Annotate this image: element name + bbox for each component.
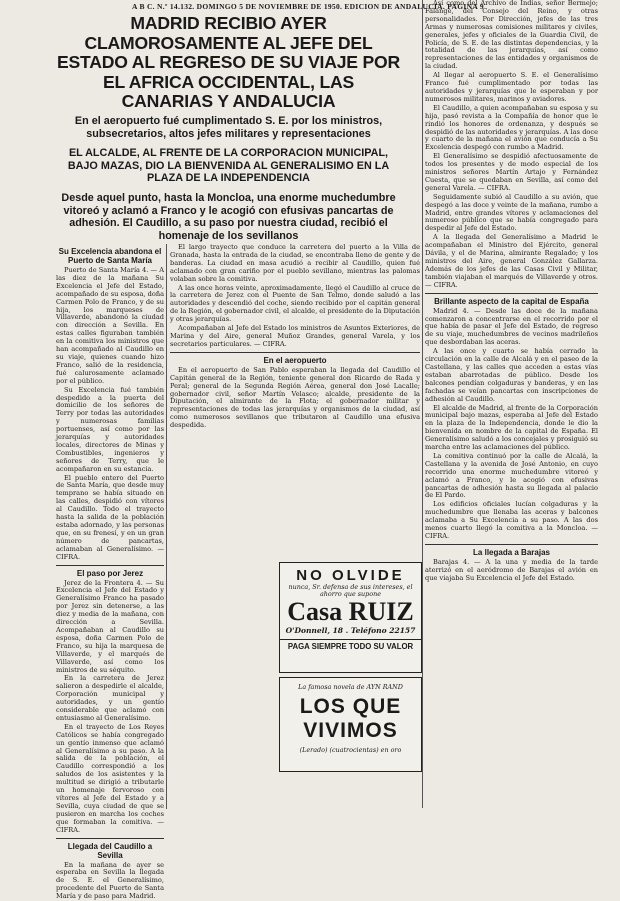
ad-title: NO OLVIDE [296,567,405,584]
section-rule [425,544,598,545]
advertisement-novel [279,677,422,772]
paragraph: Al llegar al aeropuerto S. E. el Generalísimo Franco fué cumplimentado por todas las autoridades y jerarquías que le esperaban y por numerosos militares, marinos y aviadores. [425,71,598,103]
paragraph: Los edificios oficiales lucían colgaduras y la muchedumbre que llenaba las aceras y balcones aclamaba a Su Excelencia a su paso. A las dos menos cuarto llegó la comitiva a la Moncloa. — CIFRA. [425,500,598,540]
paragraph: El Generalísimo se despidió afectuosamente de todos los presentes y de modo especial de los ministros señores Martín Artajo y Fernández Cuesta, que se quedaban en Sevilla, así como del general Varela. — CIFRA. [425,152,598,192]
ad-novel-foot: (Lerado) (cuatrocientas) en oro [299,746,402,754]
ad-address: O'Donnell, 18 . Teléfono 22157 [285,626,416,635]
paragraph: Así como del Archivo de Indias, señor Bermejo; Falange, del Consejo del Reino, y otras personalidades. Por Dirección, jefes de las tres Armas y numerosas comisiones militares y civiles, generales, jefes y oficiales de la Guardia Civil, de Policía, de S. E. de las distintas dependencias, y la totalidad de las jerarquías, así como representaciones de las entidades y organismos de la ciudad. [425,0,598,71]
paragraph: Madrid 4. — Desde las doce de la mañana comenzaron a concentrarse en el recorrido por el que había de pasar el Jefe del Estado, de regreso de su viaje, muchedumbres de vecinos madrileños que desbordaban las aceras. [425,306,598,347]
section-rule [425,293,598,294]
paragraph: El pueblo entero del Puerto de Santa María, que desde muy temprano se había situado en las calles, despidió con vítores al Caudillo. Todo el trayecto hasta la salida de la población estaba adornado, y las personas que, en su frenesí, y en un gran número de pancartas, aclamaban al Generalísimo. — CIFRA. [56,473,164,561]
paragraph: La comitiva continuó por la calle de Alcalá, la Castellana y la avenida de José Antonio, en cuyo recorrido una enorme muchedumbre vitoreó y aclamó a Franco, y le acogió con efusivas pancartas de adhesión hasta su llegada al palacio de El Pardo. [425,451,598,500]
subheadline-1: En el aeropuerto fué cumplimentado S. E. por los ministros, subsecretarios, altos jefes militares y representaciones [74,115,383,140]
subheadline-2: EL ALCALDE, AL FRENTE DE LA CORPORACION MUNICIPAL, BAJO MAZAS, DIO LA BIENVENIDA AL GENERALISIMO EN LA PLAZA DE LA INDEPENDENCIA [67,147,390,185]
section-heading-puerto: Su Excelencia abandona el Puerto de Santa María [58,247,162,265]
ad-novel-title-1: LOS QUE [299,695,402,718]
paragraph: En el trayecto de Los Reyes Católicos se había congregado un gentío inmenso que aclamó al Generalísimo a su paso. A la salida de la población, el Caudillo correspondió a los saludos de los asistentes y la multitud se dirigió a tributarle un homenaje fervoroso con vítores al Jefe del Estado y a Sevilla, cuya ciudad de que se pusieron en marcha los coches que formaban la comitiva. — CIFRA. [56,722,164,834]
subheadline-3: Desde aquel punto, hasta la Moncloa, una enorme muchedumbre vitoreó y aclamó a Franco y le acogió con efusivas pancartas de adhesión. El Caudillo, a su paso por nuestra ciudad, recibió el homenaje de los sevillanos [61,192,396,242]
advertisement-casa-ruiz [279,562,422,673]
paragraph: A la llegada del Generalísimo a Madrid le acompañaban el Ministro del Ejército, general Dávila, y el de Marina, almirante Regalado; y los ministros del Aire, general González Gallarza. Además de los jefes de las Casas Civil y Militar, también viajaban el marqués de Villaverde y otros. — CIFRA. [425,233,598,289]
column-1 [56,244,164,901]
page-header: A B C. N.º 14.132. DOMINGO 5 DE NOVIEMBRE DE 1950. EDICION DE ANDALUCIA. PAGINA 9 [132,2,484,11]
paragraph: En el aeropuerto de San Pablo esperaban la llegada del Caudillo el Capitán general de la Región, teniente general don Ricardo de Rada y Peral; general de la Segunda Región Aérea, general don José Lacalle; gobernador civil, señor Martín Velasco; alcalde, presidente de la Diputación, el almirante de la Flota; el gobernador militar y representaciones de todas las jerarquías y organismos de la ciudad, así como numerosos sevillanos que tributaron al Caudillo una efusiva despedida. [170,365,420,430]
column-divider-3 [422,0,423,808]
section-heading-sevilla: Llegada del Caudillo a Sevilla [67,841,153,860]
paragraph: El alcalde de Madrid, al frente de la Corporación municipal bajo mazas, esperaba al Jefe del Estado en la plaza de la Independencia, donde le dio la bienvenida en nombre de la capital de España. El Generalísimo saludó a los concejales y prosiguió su marcha entre las aclamaciones del público. [425,403,598,452]
paragraph: El Caudillo, a quien acompañaban su esposa y su hija, pasó revista a la Compañía de honor que le rindió los honores de ordenanza, y después se despidió de las autoridades y jerarquías. A las doce y cuarto de la mañana el avión que conducía a Su Excelencia despegó con rumbo a Madrid. [425,103,598,152]
main-headline: MADRID RECIBIO AYER CLAMOROSAMENTE AL JEFE DEL ESTADO AL REGRESO DE SU VIAJE POR EL AFRICA OCCIDENTAL, LAS CANARIAS Y ANDALUCIA [56,13,401,111]
section-heading-jerez: El paso por Jerez [76,568,144,578]
section-heading-barajas: La llegada a Barajas [473,547,550,557]
ad-brand: Casa RUIZ [287,597,414,626]
column-3 [425,0,598,805]
paragraph: En la mañana de ayer se esperaba en Sevilla la llegada de S. E. el Generalísimo, procedente del Puerto de Santa María y de paso para Madrid. [56,860,164,901]
paragraph: A las once horas veinte, aproximadamente, llegó el Caudillo al cruce de la carretera de Jerez con el Puente de San Telmo, donde saludó a las autoridades y descendió del coche, siendo recibido por el capitán general de la Región, el gobernador civil, el alcalde, el presidente de la Diputación y otras jerarquías. [170,283,420,324]
ad-slogan: PAGA SIEMPRE TODO SU VALOR [280,639,421,651]
ad-novel-title-2: VIVIMOS [303,719,398,742]
paragraph: Seguidamente subió al Caudillo a su avión, que despegó a las doce y veinte de la mañana, rumbo a Madrid, entre grandes vítores y aclamaciones del numeroso público que se había congregado para despedir al Jefe del Estado. [425,192,598,233]
section-rule [170,352,420,353]
paragraph: El largo trayecto que conduce la carretera del puerto a la Villa de Granada, hasta la entrada de la ciudad, se encontraba lleno de gente y de banderas. La ciudad en masa acudió a recibir al Caudillo, quien fué aclamado con gran cariño por el pueblo sevillano, mientras las palomas volaban sobre la comitiva. [170,243,420,283]
column-divider-1 [166,244,167,809]
paragraph: A las once y cuarto se había cerrado la circulación en la calle de Alcalá y en el paseo de la Castellana, y las calles que acceden a estas vías estaban abarrotadas de público. Desde los balcones pendían colgaduras y banderas, y en las fachadas se veían pancartas con inscripciones de adhesión al Caudillo. [425,347,598,403]
column-2 [170,244,420,562]
section-rule [56,565,164,566]
paragraph: Puerto de Santa María 4. — A las diez de la mañana Su Excelencia el Jefe del Estado, acompañado de su esposa, doña Carmen Polo de Franco, y de su hija, los marqueses de Villaverde, abandonó la ciudad con dirección a Sevilla. En estas calles figuraban también en la comitiva los ministros que han acompañado al Caudillo en su viaje, quienes cuando hizo Franco, salió de la residencia, fué calurosamente aclamado por el público. [56,266,164,385]
section-heading-aeropuerto: En el aeropuerto [263,355,327,365]
paragraph: Acompañaban al Jefe del Estado los ministros de Asuntos Exteriores, de Marina y del Aire, general Muñoz Grandes, general Varela, y los secretarios particulares. — CIFRA. [170,324,420,348]
paragraph: Barajas 4. — A la una y media de la tarde aterrizó en el aeródromo de Barajas el avión en que viajaba Su Excelencia el Jefe del Estado. [425,557,598,582]
paragraph: Jerez de la Frontera 4. — Su Excelencia el Jefe del Estado y Generalísimo Franco ha pasado por Jerez sin detenerse, a las diez y media de la mañana, con dirección a Sevilla. Acompañaban al Caudillo su esposa, doña Carmen Polo de Franco, su hija la marquesa de Villaverde, y el marqués de Villaverde, así como los ministros de su séquito. [56,578,164,674]
ad-novel-top: La famosa novela de AYN RAND [298,683,403,691]
paragraph: En la carretera de Jerez salieron a despedirle el alcalde, Corporación municipal y autoridades, y un gentío considerable que aclamó con entusiasmo al Generalísimo. [56,674,164,722]
section-rule [56,838,164,839]
ad-tagline: nunca, Sr. defensa de sus intereses, el ahorro que supone [288,583,413,598]
section-heading-capital: Brillante aspecto de la capital de España [434,296,589,306]
paragraph: Su Excelencia fué también despedido a la puerta del domicilio de los señores de Terry por todas las autoridades y numerosas familias portuenses, así como por las jerarquías y autoridades locales, directores de Minas y Combustibles, ingenieros y señores de Terry, que le acompañaron en su estancia. [56,385,164,473]
